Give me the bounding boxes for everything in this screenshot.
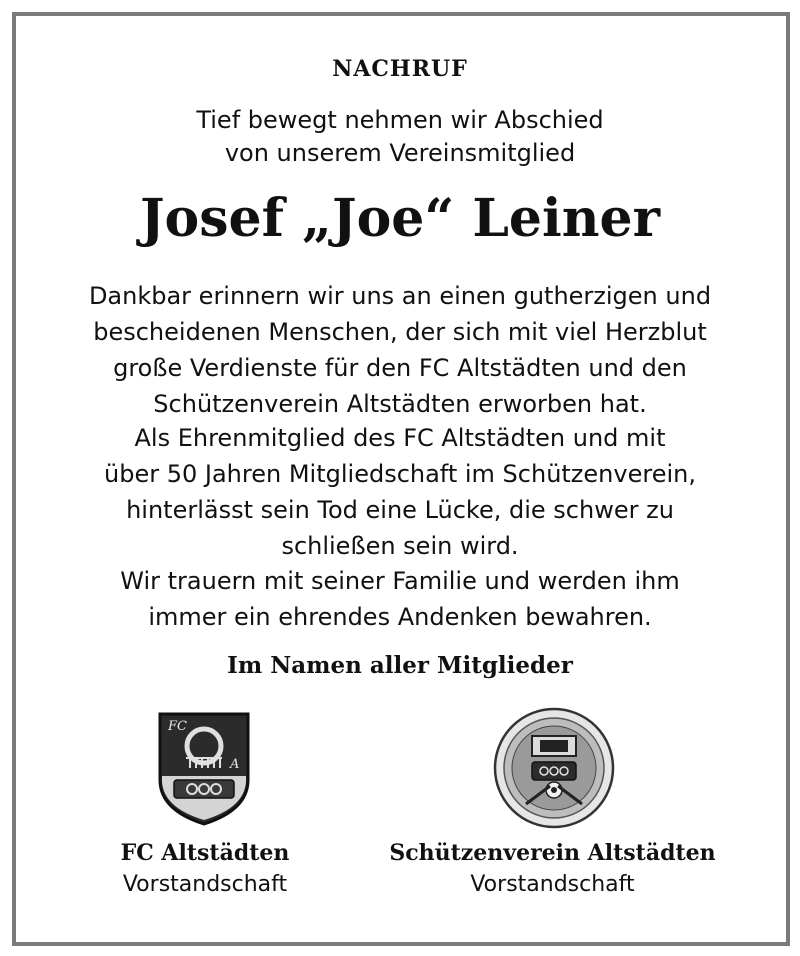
intro-text bbox=[0, 104, 800, 170]
intro-line: von unserem Vereinsmitglied bbox=[224, 139, 576, 167]
notice-heading: NACHRUF bbox=[332, 56, 468, 82]
text-line: Schützenverein Altstädten erworben hat. bbox=[153, 390, 647, 418]
text-line: Dankbar erinnern wir uns an einen gutherzigen und bbox=[88, 282, 712, 310]
org-name: Schützenverein Altstädten bbox=[389, 840, 716, 866]
shooting-club-seal-icon bbox=[492, 706, 616, 830]
paragraph-membership bbox=[0, 420, 800, 564]
text-line: schließen sein wird. bbox=[281, 532, 519, 560]
fc-crest-letters: FC bbox=[168, 719, 187, 734]
text-line: große Verdienste für den FC Altstädten und den bbox=[113, 354, 687, 382]
fc-crest-icon bbox=[156, 710, 252, 828]
org-fc-altstaedten bbox=[80, 840, 330, 897]
paragraph-mourning bbox=[0, 563, 800, 635]
text-line: Wir trauern mit seiner Familie und werden ihm bbox=[120, 567, 680, 595]
intro-line: Tief bewegt nehmen wir Abschied bbox=[196, 106, 604, 134]
text-line: bescheidenen Menschen, der sich mit viel Herzblut bbox=[93, 318, 707, 346]
deceased-name: Josef „Joe“ Leiner bbox=[139, 188, 661, 249]
org-subtitle: Vorstandschaft bbox=[122, 872, 288, 897]
text-line: immer ein ehrendes Andenken bewahren. bbox=[148, 603, 652, 631]
text-line: über 50 Jahren Mitgliedschaft im Schützenverein, bbox=[104, 460, 696, 488]
paragraph-tribute bbox=[0, 278, 800, 422]
fc-crest-letters: A bbox=[230, 757, 240, 772]
org-subtitle: Vorstandschaft bbox=[470, 872, 635, 897]
org-name: FC Altstädten bbox=[120, 840, 290, 866]
text-line: Als Ehrenmitglied des FC Altstädten und mit bbox=[134, 424, 666, 452]
org-schuetzenverein bbox=[365, 840, 740, 897]
text-line: hinterlässt sein Tod eine Lücke, die schwer zu bbox=[126, 496, 674, 524]
signoff: Im Namen aller Mitglieder bbox=[227, 652, 573, 679]
